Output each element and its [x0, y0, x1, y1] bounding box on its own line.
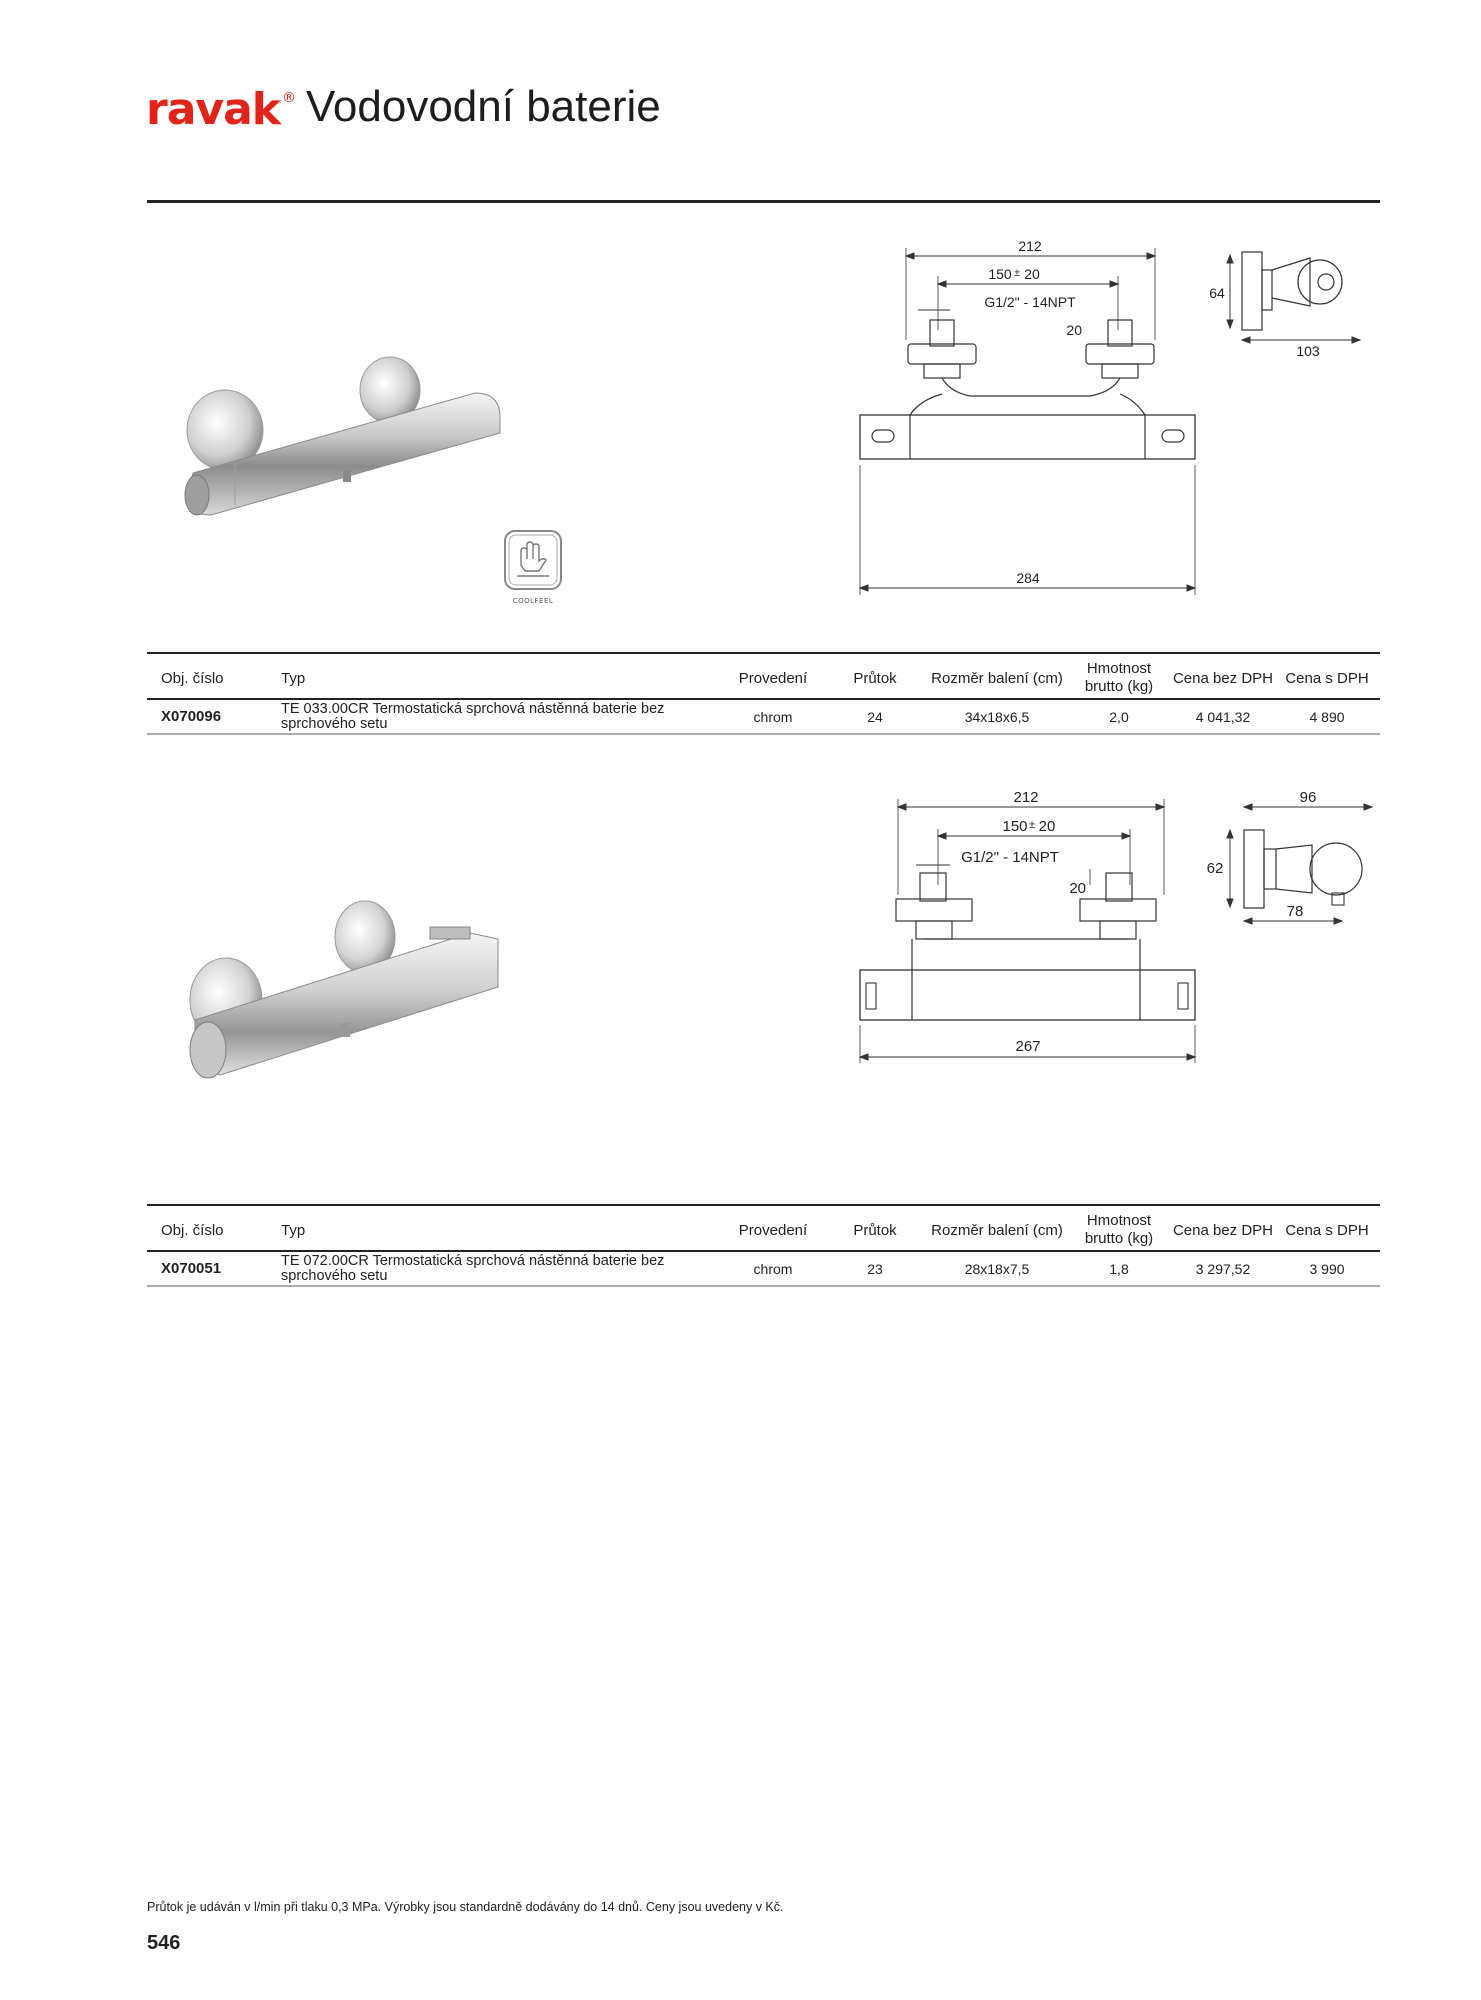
header-cena-s: Cena s DPH [1285, 1222, 1369, 1239]
table-bottom-rule [147, 1285, 1380, 1287]
header-cena-s: Cena s DPH [1285, 670, 1369, 687]
table-top-rule [147, 652, 1380, 654]
dim-plus-minus: ± [1013, 267, 1021, 279]
product-price-net: 3 297,52 [1195, 1261, 1251, 1277]
header-rozmer: Rozměr balení (cm) [931, 1222, 1063, 1239]
technical-drawing-side-1 [1200, 240, 1370, 365]
dim-thread: G1/2" - 14NPT [961, 849, 1059, 866]
brand-name: ravak [146, 84, 281, 135]
dim-total-width: 212 [1018, 238, 1042, 254]
dim-plus-minus: ± [1028, 819, 1036, 831]
dim-tolerance: 20 [1038, 818, 1056, 835]
dim-offset: 20 [1069, 880, 1086, 897]
dim-thread: G1/2" - 14NPT [984, 294, 1076, 310]
page-title: Vodovodní baterie [306, 82, 661, 131]
coolfeel-icon [503, 529, 563, 598]
product-table-2 [147, 1204, 1380, 1289]
header-obj: Obj. číslo [161, 1222, 224, 1239]
product-price-gross: 3 990 [1309, 1261, 1345, 1277]
brand-logo [146, 84, 295, 135]
product-finish: chrom [753, 709, 793, 725]
dim-side-height: 62 [1206, 860, 1224, 877]
product-package-size: 28x18x7,5 [964, 1261, 1030, 1277]
dim-side-depth: 78 [1286, 903, 1304, 920]
technical-drawing-side-2 [1200, 785, 1380, 950]
registered-mark: ® [282, 90, 296, 106]
product-price-net: 4 041,32 [1195, 709, 1251, 725]
dim-spacing: 150 [1002, 818, 1028, 835]
dim-side-height: 64 [1209, 285, 1225, 301]
header-prutok: Průtok [853, 1222, 897, 1239]
product-finish: chrom [753, 1261, 793, 1277]
header-hmotnost-line1: Hmotnost [1086, 660, 1152, 677]
dim-offset: 20 [1066, 322, 1082, 338]
dim-tolerance: 20 [1024, 266, 1040, 282]
product-table-1 [147, 652, 1380, 737]
product-photo-2 [180, 895, 510, 1100]
dim-spacing: 150 [988, 266, 1012, 282]
header-provedeni: Provedení [738, 670, 808, 687]
header-obj: Obj. číslo [161, 670, 224, 687]
product-code: X070096 [161, 708, 222, 725]
product-code: X070051 [161, 1260, 222, 1277]
table-header-rule [147, 698, 1380, 700]
header-cena-bez: Cena bez DPH [1172, 1222, 1274, 1239]
header-hmotnost-line1: Hmotnost [1086, 1212, 1152, 1229]
header-prutok: Průtok [853, 670, 897, 687]
product-type: TE 033.00CR Termostatická sprchová nástěnná baterie bez sprchového setu [281, 701, 665, 732]
dim-body-length: 284 [1016, 570, 1040, 586]
table-top-rule [147, 1204, 1380, 1206]
technical-drawing-front-2 [850, 785, 1210, 1080]
dim-total-width: 212 [1013, 789, 1039, 806]
header-rozmer: Rozměr balení (cm) [931, 670, 1063, 687]
coolfeel-label: COOLFEEL [512, 597, 554, 605]
table-header-rule [147, 1250, 1380, 1252]
product-price-gross: 4 890 [1309, 709, 1345, 725]
product-type: TE 072.00CR Termostatická sprchová nástěnná baterie bez sprchového setu [281, 1253, 665, 1284]
page-number: 546 [147, 1932, 181, 1954]
header-hmotnost-line2: brutto (kg) [1084, 678, 1154, 695]
header-cena-bez: Cena bez DPH [1172, 670, 1274, 687]
product-weight: 1,8 [1109, 1261, 1129, 1277]
product-package-size: 34x18x6,5 [964, 709, 1030, 725]
dim-side-depth-top: 96 [1299, 789, 1317, 806]
product-flow: 24 [867, 709, 883, 725]
product-weight: 2,0 [1109, 709, 1129, 725]
footnote: Průtok je udáván v l/min při tlaku 0,3 MPa. Výrobky jsou standardně dodávány do 14 dnů. Ceny jsou uvedeny v Kč. [147, 1900, 784, 1914]
product-flow: 23 [867, 1261, 883, 1277]
technical-drawing-front-1 [850, 230, 1210, 615]
header-typ: Typ [281, 1222, 306, 1239]
dim-body-length: 267 [1015, 1038, 1041, 1055]
header-typ: Typ [281, 670, 306, 687]
header-divider [147, 200, 1380, 203]
header-hmotnost-line2: brutto (kg) [1084, 1230, 1154, 1247]
dim-side-depth: 103 [1296, 343, 1320, 359]
product-photo-1 [175, 355, 515, 540]
header-provedeni: Provedení [738, 1222, 808, 1239]
table-bottom-rule [147, 733, 1380, 735]
